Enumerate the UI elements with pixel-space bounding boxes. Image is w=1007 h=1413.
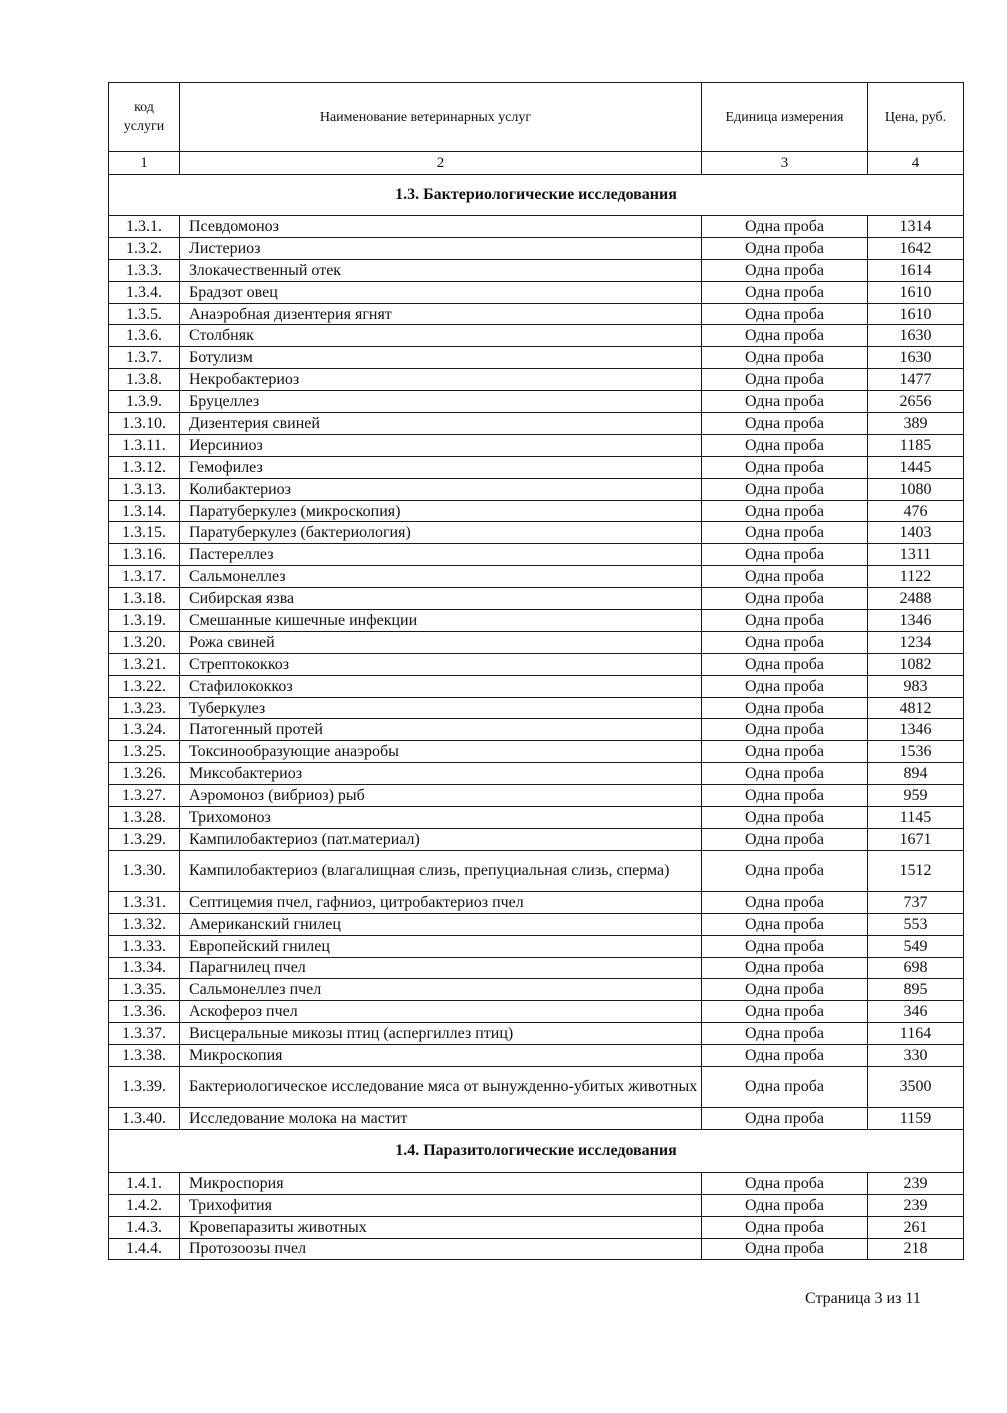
- table-row: [109, 741, 964, 763]
- service-name: Висцеральные микозы птиц (аспергиллез птиц): [180, 1023, 702, 1045]
- service-code: 1.3.16.: [109, 544, 180, 566]
- service-code: 1.3.28.: [109, 807, 180, 829]
- table-row: [109, 828, 964, 850]
- header-name: Наименование ветеринарных услуг: [180, 83, 702, 152]
- service-name: Брадзот овец: [180, 281, 702, 303]
- service-code: 1.4.3.: [109, 1216, 180, 1238]
- service-unit: Одна проба: [702, 1066, 868, 1107]
- service-price: 1512: [868, 850, 964, 891]
- service-unit: Одна проба: [702, 1045, 868, 1067]
- service-code: 1.3.27.: [109, 785, 180, 807]
- table-row: [109, 259, 964, 281]
- table-row: [109, 237, 964, 259]
- header-unit: Единица измерения: [702, 83, 868, 152]
- service-unit: Одна проба: [702, 500, 868, 522]
- service-name: Пастереллез: [180, 544, 702, 566]
- service-code: 1.4.2.: [109, 1194, 180, 1216]
- service-unit: Одна проба: [702, 719, 868, 741]
- service-price: 1610: [868, 281, 964, 303]
- service-unit: Одна проба: [702, 913, 868, 935]
- service-unit: Одна проба: [702, 566, 868, 588]
- service-name: Миксобактериоз: [180, 763, 702, 785]
- service-name: Стафилококкоз: [180, 675, 702, 697]
- table-row: [109, 500, 964, 522]
- table-row: [109, 216, 964, 238]
- table-row: [109, 347, 964, 369]
- service-name: Сибирская язва: [180, 588, 702, 610]
- service-name: Иерсиниоз: [180, 434, 702, 456]
- table-row: [109, 957, 964, 979]
- service-price: 894: [868, 763, 964, 785]
- service-code: 1.3.29.: [109, 828, 180, 850]
- service-unit: Одна проба: [702, 434, 868, 456]
- service-price: 261: [868, 1216, 964, 1238]
- table-row: [109, 544, 964, 566]
- service-price: 1346: [868, 610, 964, 632]
- service-name: Бруцеллез: [180, 391, 702, 413]
- service-name: Токсинообразующие анаэробы: [180, 741, 702, 763]
- service-code: 1.3.8.: [109, 369, 180, 391]
- service-name: Аэромоноз (вибриоз) рыб: [180, 785, 702, 807]
- column-number: 1: [109, 152, 180, 175]
- service-name: Колибактериоз: [180, 478, 702, 500]
- service-unit: Одна проба: [702, 347, 868, 369]
- service-code: 1.4.1.: [109, 1172, 180, 1194]
- service-code: 1.3.31.: [109, 891, 180, 913]
- table-row: [109, 281, 964, 303]
- service-unit: Одна проба: [702, 675, 868, 697]
- service-unit: Одна проба: [702, 478, 868, 500]
- service-code: 1.3.38.: [109, 1045, 180, 1067]
- service-price: 476: [868, 500, 964, 522]
- column-number-row: [109, 152, 964, 175]
- service-code: 1.3.21.: [109, 653, 180, 675]
- section-header-row: [109, 1129, 964, 1172]
- service-price: 1614: [868, 259, 964, 281]
- service-unit: Одна проба: [702, 891, 868, 913]
- service-price: 1445: [868, 456, 964, 478]
- service-name: Протозоозы пчел: [180, 1238, 702, 1260]
- service-price: 1234: [868, 631, 964, 653]
- service-name: Туберкулез: [180, 697, 702, 719]
- table-row: [109, 891, 964, 913]
- service-code: 1.3.9.: [109, 391, 180, 413]
- service-unit: Одна проба: [702, 544, 868, 566]
- table-row: [109, 478, 964, 500]
- service-code: 1.3.14.: [109, 500, 180, 522]
- service-price: 389: [868, 413, 964, 435]
- service-code: 1.3.40.: [109, 1107, 180, 1129]
- service-unit: Одна проба: [702, 522, 868, 544]
- service-code: 1.3.6.: [109, 325, 180, 347]
- header-code: код услуги: [109, 83, 180, 152]
- service-unit: Одна проба: [702, 631, 868, 653]
- service-price: 330: [868, 1045, 964, 1067]
- service-name: Анаэробная дизентерия ягнят: [180, 303, 702, 325]
- service-name: Некробактериоз: [180, 369, 702, 391]
- service-code: 1.3.23.: [109, 697, 180, 719]
- service-price: 1671: [868, 828, 964, 850]
- service-price: 239: [868, 1194, 964, 1216]
- service-name: Дизентерия свиней: [180, 413, 702, 435]
- table-row: [109, 675, 964, 697]
- service-unit: Одна проба: [702, 697, 868, 719]
- service-price: 549: [868, 935, 964, 957]
- section-header-row: [109, 175, 964, 216]
- header-price: Цена, руб.: [868, 83, 964, 152]
- service-code: 1.3.7.: [109, 347, 180, 369]
- service-name: Гемофилез: [180, 456, 702, 478]
- service-unit: Одна проба: [702, 1023, 868, 1045]
- table-row: [109, 1194, 964, 1216]
- service-price: 1630: [868, 325, 964, 347]
- service-code: 1.3.18.: [109, 588, 180, 610]
- table-row: [109, 1238, 964, 1260]
- service-code: 1.3.24.: [109, 719, 180, 741]
- service-price: 1536: [868, 741, 964, 763]
- service-code: 1.3.13.: [109, 478, 180, 500]
- service-code: 1.3.39.: [109, 1066, 180, 1107]
- service-unit: Одна проба: [702, 979, 868, 1001]
- service-name: Сальмонеллез: [180, 566, 702, 588]
- table-row: [109, 1216, 964, 1238]
- service-name: Европейский гнилец: [180, 935, 702, 957]
- service-unit: Одна проба: [702, 807, 868, 829]
- service-unit: Одна проба: [702, 610, 868, 632]
- service-unit: Одна проба: [702, 216, 868, 238]
- service-unit: Одна проба: [702, 1238, 868, 1260]
- table-row: [109, 588, 964, 610]
- service-name: Микроскопия: [180, 1045, 702, 1067]
- service-code: 1.3.5.: [109, 303, 180, 325]
- service-name: Злокачественный отек: [180, 259, 702, 281]
- service-code: 1.3.22.: [109, 675, 180, 697]
- service-price: 218: [868, 1238, 964, 1260]
- table-row: [109, 522, 964, 544]
- service-price: 1610: [868, 303, 964, 325]
- service-price: 737: [868, 891, 964, 913]
- service-price: 2656: [868, 391, 964, 413]
- service-unit: Одна проба: [702, 850, 868, 891]
- service-unit: Одна проба: [702, 588, 868, 610]
- table-row: [109, 1045, 964, 1067]
- service-price: 1642: [868, 237, 964, 259]
- service-code: 1.3.37.: [109, 1023, 180, 1045]
- column-number: 3: [702, 152, 868, 175]
- service-code: 1.3.19.: [109, 610, 180, 632]
- service-unit: Одна проба: [702, 957, 868, 979]
- service-name: Псевдомоноз: [180, 216, 702, 238]
- service-code: 1.3.4.: [109, 281, 180, 303]
- table-row: [109, 325, 964, 347]
- service-price: 959: [868, 785, 964, 807]
- table-row: [109, 719, 964, 741]
- service-unit: Одна проба: [702, 828, 868, 850]
- service-price: 1080: [868, 478, 964, 500]
- service-price: 1159: [868, 1107, 964, 1129]
- service-unit: Одна проба: [702, 391, 868, 413]
- table-row: [109, 763, 964, 785]
- table-row: [109, 1107, 964, 1129]
- service-code: 1.3.1.: [109, 216, 180, 238]
- service-code: 1.3.15.: [109, 522, 180, 544]
- service-code: 1.3.10.: [109, 413, 180, 435]
- service-code: 1.3.30.: [109, 850, 180, 891]
- table-row: [109, 1172, 964, 1194]
- service-unit: Одна проба: [702, 741, 868, 763]
- table-row: [109, 391, 964, 413]
- service-price: 1311: [868, 544, 964, 566]
- service-unit: Одна проба: [702, 1194, 868, 1216]
- table-row: [109, 1066, 964, 1107]
- service-name: Трихомоноз: [180, 807, 702, 829]
- service-name: Трихофития: [180, 1194, 702, 1216]
- service-price: 1630: [868, 347, 964, 369]
- service-code: 1.3.36.: [109, 1001, 180, 1023]
- service-code: 1.3.32.: [109, 913, 180, 935]
- service-code: 1.3.25.: [109, 741, 180, 763]
- service-code: 1.3.33.: [109, 935, 180, 957]
- service-name: Кровепаразиты животных: [180, 1216, 702, 1238]
- service-unit: Одна проба: [702, 369, 868, 391]
- table-row: [109, 1023, 964, 1045]
- service-unit: Одна проба: [702, 1107, 868, 1129]
- table-header-row: [109, 83, 964, 152]
- service-price: 1122: [868, 566, 964, 588]
- service-price: 698: [868, 957, 964, 979]
- column-number: 4: [868, 152, 964, 175]
- table-row: [109, 369, 964, 391]
- service-name: Кампилобактериоз (влагалищная слизь, препуциальная слизь, сперма): [180, 850, 702, 891]
- service-unit: Одна проба: [702, 259, 868, 281]
- table-row: [109, 653, 964, 675]
- service-code: 1.3.35.: [109, 979, 180, 1001]
- service-name: Смешанные кишечные инфекции: [180, 610, 702, 632]
- service-unit: Одна проба: [702, 281, 868, 303]
- service-name: Бактериологическое исследование мяса от вынужденно-убитых животных: [180, 1066, 702, 1107]
- service-name: Стрептококкоз: [180, 653, 702, 675]
- table-row: [109, 631, 964, 653]
- service-price: 1082: [868, 653, 964, 675]
- table-row: [109, 913, 964, 935]
- service-price: 1403: [868, 522, 964, 544]
- service-name: Парагнилец пчел: [180, 957, 702, 979]
- service-unit: Одна проба: [702, 763, 868, 785]
- service-price: 4812: [868, 697, 964, 719]
- service-unit: Одна проба: [702, 785, 868, 807]
- service-price: 2488: [868, 588, 964, 610]
- service-name: Исследование молока на мастит: [180, 1107, 702, 1129]
- service-price: 1164: [868, 1023, 964, 1045]
- service-name: Аскофероз пчел: [180, 1001, 702, 1023]
- service-price: 3500: [868, 1066, 964, 1107]
- table-row: [109, 456, 964, 478]
- table-row: [109, 610, 964, 632]
- service-name: Патогенный протей: [180, 719, 702, 741]
- service-name: Столбняк: [180, 325, 702, 347]
- service-unit: Одна проба: [702, 325, 868, 347]
- table-row: [109, 413, 964, 435]
- table-row: [109, 785, 964, 807]
- table-row: [109, 697, 964, 719]
- service-code: 1.4.4.: [109, 1238, 180, 1260]
- price-list-body: [109, 83, 964, 1260]
- service-name: Паратуберкулез (бактериология): [180, 522, 702, 544]
- service-price: 239: [868, 1172, 964, 1194]
- service-unit: Одна проба: [702, 303, 868, 325]
- service-price: 1185: [868, 434, 964, 456]
- service-name: Микроспория: [180, 1172, 702, 1194]
- service-name: Рожа свиней: [180, 631, 702, 653]
- service-unit: Одна проба: [702, 1172, 868, 1194]
- table-row: [109, 935, 964, 957]
- service-name: Американский гнилец: [180, 913, 702, 935]
- service-unit: Одна проба: [702, 653, 868, 675]
- service-code: 1.3.17.: [109, 566, 180, 588]
- service-unit: Одна проба: [702, 935, 868, 957]
- service-price: 553: [868, 913, 964, 935]
- service-code: 1.3.20.: [109, 631, 180, 653]
- table-row: [109, 434, 964, 456]
- service-price: 1314: [868, 216, 964, 238]
- table-row: [109, 850, 964, 891]
- table-row: [109, 303, 964, 325]
- table-row: [109, 566, 964, 588]
- service-name: Паратуберкулез (микроскопия): [180, 500, 702, 522]
- page-number: Страница 3 из 11: [805, 1290, 921, 1307]
- service-unit: Одна проба: [702, 1001, 868, 1023]
- table-row: [109, 1001, 964, 1023]
- service-unit: Одна проба: [702, 413, 868, 435]
- service-name: Септицемия пчел, гафниоз, цитробактериоз пчел: [180, 891, 702, 913]
- service-price: 895: [868, 979, 964, 1001]
- table-row: [109, 807, 964, 829]
- service-name: Листериоз: [180, 237, 702, 259]
- service-code: 1.3.26.: [109, 763, 180, 785]
- service-unit: Одна проба: [702, 1216, 868, 1238]
- service-name: Кампилобактериоз (пат.материал): [180, 828, 702, 850]
- service-unit: Одна проба: [702, 456, 868, 478]
- service-price: 1346: [868, 719, 964, 741]
- service-code: 1.3.2.: [109, 237, 180, 259]
- column-number: 2: [180, 152, 702, 175]
- service-price: 1477: [868, 369, 964, 391]
- service-price: 346: [868, 1001, 964, 1023]
- service-price: 1145: [868, 807, 964, 829]
- service-code: 1.3.34.: [109, 957, 180, 979]
- service-name: Сальмонеллез пчел: [180, 979, 702, 1001]
- service-code: 1.3.3.: [109, 259, 180, 281]
- service-unit: Одна проба: [702, 237, 868, 259]
- service-code: 1.3.11.: [109, 434, 180, 456]
- service-code: 1.3.12.: [109, 456, 180, 478]
- service-name: Ботулизм: [180, 347, 702, 369]
- section-title: 1.3. Бактериологические исследования: [109, 175, 964, 216]
- section-title: 1.4. Паразитологические исследования: [109, 1129, 964, 1172]
- service-price: 983: [868, 675, 964, 697]
- price-list-table: [108, 82, 964, 1260]
- table-row: [109, 979, 964, 1001]
